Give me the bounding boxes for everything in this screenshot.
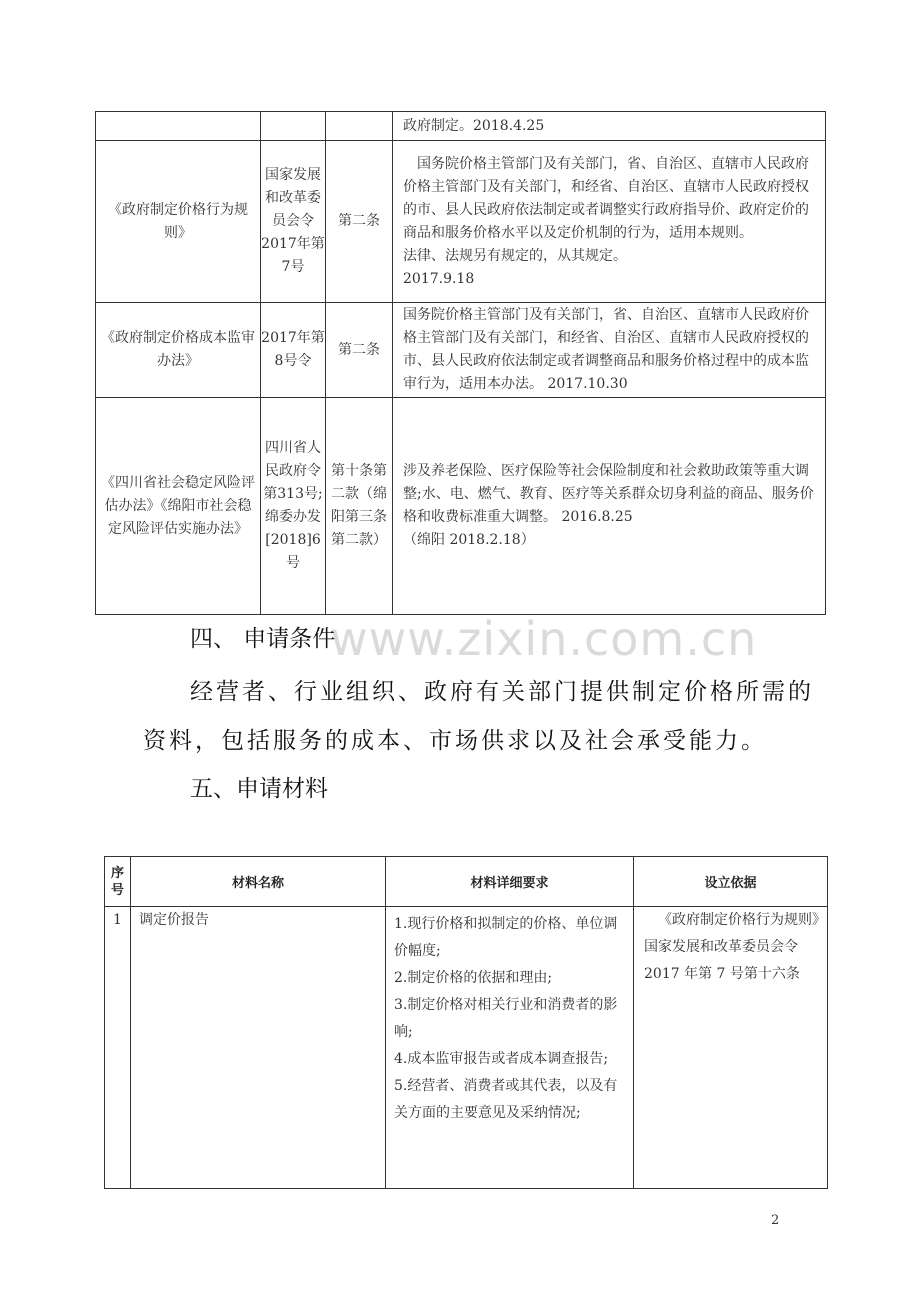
- clause-content: 国务院价格主管部门及有关部门，省、自治区、直辖市人民政府价格主管部门及有关部门，和经省、自治区、直辖市人民政府授权的市、县人民政府依法制定或者调整商品和服务价格过程中的成本监审行为，适用本办法。 2017.10.30: [393, 303, 826, 398]
- regulation-name: 《政府制定价格行为规则》: [96, 141, 261, 303]
- clause-content-cell: [393, 398, 826, 615]
- section-paragraph-line: 资料，包括服务的成本、市场供求以及社会承受能力。: [143, 728, 767, 754]
- clause-content: 政府制定。2018.4.25: [393, 112, 826, 141]
- table-row: [96, 398, 826, 615]
- regulation-name: 《四川省社会稳定风险评估办法》《绵阳市社会稳定风险评估实施办法》: [96, 398, 261, 615]
- section-heading-application-conditions: 四、 申请条件: [190, 626, 336, 652]
- material-name: 调定价报告: [131, 907, 386, 1189]
- material-seq: 1: [105, 907, 131, 1189]
- material-detail-item: 1.现行价格和拟制定的价格、单位调价幅度;: [394, 916, 618, 959]
- page-number: 2: [771, 1213, 780, 1228]
- clause-content: 国务院价格主管部门及有关部门，省、自治区、直辖市人民政府价格主管部门及有关部门，和经省、自治区、直辖市人民政府授权的市、县人民政府依法制定或者调整实行政府指导价、政府定价的商品和服务价格水平以及定价机制的行为，适用本规则。: [403, 155, 809, 241]
- clause: 第二条: [326, 141, 393, 303]
- material-detail-item: 2.制定价格的依据和理由;: [394, 970, 553, 986]
- regulation-name: [96, 112, 261, 141]
- document-number: [261, 112, 326, 141]
- clause: 第二条: [326, 303, 393, 398]
- watermark: www.zixin.com.cn: [330, 612, 758, 666]
- clause-content: 涉及养老保险、医疗保险等社会保险制度和社会救助政策等重大调整;水、电、燃气、教育、医疗等关系群众切身利益的商品、服务价格和收费标准重大调整。 2016.8.25: [403, 463, 814, 525]
- material-detail-item: 4.成本监审报告或者成本调查报告;: [394, 1051, 609, 1067]
- document-number: 国家发展和改革委员会令2017年第7号: [261, 141, 326, 303]
- legal-basis-table: [95, 111, 826, 615]
- clause-date: 2017.9.18: [403, 270, 475, 287]
- section-paragraph-line: 经营者、行业组织、政府有关部门提供制定价格所需的: [190, 679, 814, 705]
- document-number: 四川省人民政府令第313号;绵委办发[2018]6号: [261, 398, 326, 615]
- clause-content-extra: 法律、法规另有规定的，从其规定。: [403, 247, 627, 264]
- clause-content-extra: （绵阳 2018.2.18）: [403, 532, 535, 548]
- material-detail-item: 5.经营者、消费者或其代表，以及有关方面的主要意见及采纳情况;: [394, 1078, 618, 1121]
- table-row: [96, 141, 826, 303]
- materials-table: [104, 856, 828, 1189]
- table-row: [96, 303, 826, 398]
- header-basis: 设立依据: [634, 857, 828, 907]
- material-detail-cell: [386, 907, 634, 1189]
- header-seq: 序号: [105, 857, 131, 907]
- regulation-name: 《政府制定价格成本监审办法》: [96, 303, 261, 398]
- table-header-row: [105, 857, 828, 907]
- header-material-detail: 材料详细要求: [386, 857, 634, 907]
- clause: [326, 112, 393, 141]
- table-row: [105, 907, 828, 1189]
- material-detail-item: 3.制定价格对相关行业和消费者的影响;: [394, 997, 618, 1040]
- table-row: [96, 112, 826, 141]
- material-basis: 《政府制定价格行为规则》国家发展和改革委员会令 2017 年第 7 号第十六条: [634, 907, 828, 1189]
- header-material-name: 材料名称: [131, 857, 386, 907]
- clause-content-cell: [393, 141, 826, 303]
- document-number: 2017年第8号令: [261, 303, 326, 398]
- section-heading-application-materials: 五、申请材料: [190, 776, 328, 802]
- clause: 第十条第二款（绵阳第三条第二款）: [326, 398, 393, 615]
